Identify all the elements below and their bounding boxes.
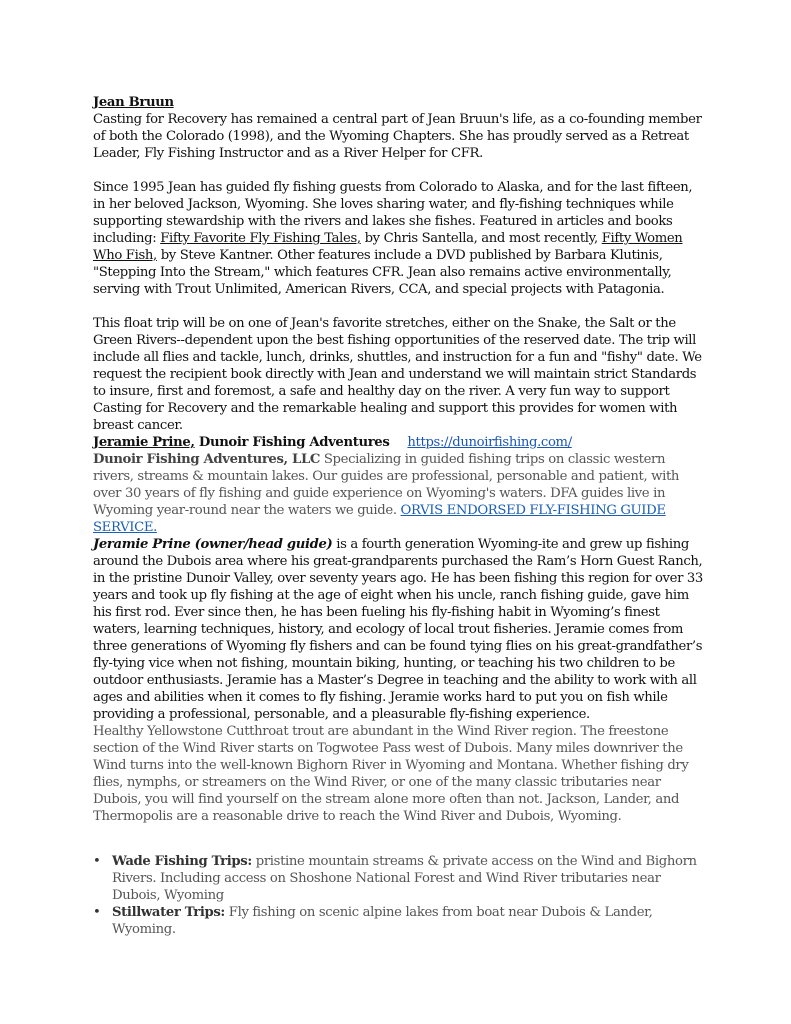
jeramie-bio-paragraph bbox=[93, 536, 703, 723]
book-title-fifty-favorite: Fifty Favorite Fly Fishing Tales, bbox=[160, 231, 361, 246]
section-heading-jean-bruun: Jean Bruun bbox=[93, 95, 174, 110]
company-description-text: Specializing in guided fishing trips on classic western rivers, streams & mountain lakes. Our guides are professional, personable and patient, with over 30 years of fly fishing and guide experience on Wyoming's waters. DFA guides live in Wyoming year-round near the waters we guide. bbox=[93, 452, 680, 518]
trip-list bbox=[93, 853, 703, 938]
website-link[interactable]: https://dunoirfishing.com/ bbox=[407, 435, 572, 450]
wind-river-paragraph: Healthy Yellowstone Cutthroat trout are abundant in the Wind River region. The freestone section of the Wind River starts on Togwotee Pass west of Dubois. Many miles downriver the Wind turns into the well-known Bighorn River in Wyoming and Montana. Whether fishing dry flies, nymphs, or streamers on the Wind River, or one of the many classic tributaries near Dubois, you will find yourself on the stream alone more often than not. Jackson, Lander, and Thermopolis are a reasonable drive to reach the Wind River and Dubois, Wyoming. bbox=[93, 724, 689, 824]
company-name: Dunoir Fishing Adventures bbox=[194, 435, 390, 450]
trip-text: pristine mountain streams & private access on the Wind and Bighorn Rivers. Including access on Shoshone National Forest and Wind River tributaries near Dubois, Wyoming bbox=[112, 854, 697, 903]
jean-career-paragraph bbox=[93, 179, 703, 298]
bio-text: is a fourth generation Wyoming-ite and grew up fishing around the Dubois area where his great-grandparents purchased the Ram’s Horn Guest Ranch, in the pristine Dunoir Valley, over seventy years ago. He has been fishing this region for over 33 years and took up fly fishing at the age of eight when his uncle, ranch fishing guide, gave him his first rod. Ever since then, he has been fueling his fly-fishing habit in Wyoming’s finest waters, learning techniques, history, and ecology of local trout fisheries. Jeramie comes from three generations of Wyoming fly fishers and can be found tying flies on his great-grandfather’s fly-tying vice when not fishing, mountain biking, hunting, or teaching his two children to be outdoor enthusiasts. Jeramie has a Master’s Degree in teaching and the ability to work with all ages and abilities when it comes to fly fishing. Jeramie works hard to put you on fish while providing a professional, personable, and a pleasurable fly-fishing experience. bbox=[93, 537, 703, 722]
jean-career-outro: by Steve Kantner. Other features include a DVD published by Barbara Klutinis, "Stepping Into the Stream," which features CFR. Jean also remains active environmentally, serving with Trout Unlimited, American Rivers, CCA, and special projects with Patagonia. bbox=[93, 248, 672, 297]
trip-label: Stillwater Trips: bbox=[112, 905, 225, 920]
spacer bbox=[93, 298, 703, 315]
list-item-stillwater bbox=[93, 904, 703, 938]
trip-label: Wade Fishing Trips: bbox=[112, 854, 252, 869]
company-description bbox=[93, 451, 703, 536]
company-legal-name: Dunoir Fishing Adventures, LLC bbox=[93, 452, 321, 467]
spacer bbox=[93, 162, 703, 179]
book-title-fifty-women: Fifty Women Who Fish, bbox=[93, 231, 683, 263]
guide-name: Jeramie Prine, bbox=[93, 435, 195, 450]
document-page bbox=[93, 94, 703, 938]
bio-lead: Jeramie Prine (owner/head guide) bbox=[93, 537, 333, 552]
jean-intro-paragraph: Casting for Recovery has remained a central part of Jean Bruun's life, as a co-founding member of both the Colorado (1998), and the Wyoming Chapters. She has proudly served as a Retreat Leader, Fly Fishing Instructor and as a River Helper for CFR. bbox=[93, 112, 702, 161]
list-item-wade-fishing bbox=[93, 853, 703, 904]
bullet-icon: • bbox=[93, 905, 101, 920]
jean-career-mid: by Chris Santella, and most recently, bbox=[360, 231, 602, 246]
bullet-icon: • bbox=[93, 854, 101, 869]
section-heading-jeramie-prine bbox=[93, 434, 703, 451]
trip-text: Fly fishing on scenic alpine lakes from boat near Dubois & Lander, Wyoming. bbox=[112, 905, 653, 937]
float-trip-paragraph: This float trip will be on one of Jean's favorite stretches, either on the Snake, the Salt or the Green Rivers--dependent upon the best fishing opportunities of the reserved date. The trip will include all flies and tackle, lunch, drinks, shuttles, and instruction for a fun and "fishy" date. We request the recipient book directly with Jean and understand we will maintain strict Standards to insure, first and foremost, a safe and healthy day on the river. A very fun way to support Casting for Recovery and the remarkable healing and support this provides for women with breast cancer. bbox=[93, 316, 702, 433]
jean-career-intro: Since 1995 Jean has guided fly fishing guests from Colorado to Alaska, and for the last fifteen, in her beloved Jackson, Wyoming. She loves sharing water, and fly-fishing techniques while supporting stewardship with the rivers and lakes she fishes. Featured in articles and books including: bbox=[93, 180, 693, 246]
orvis-endorsed-link[interactable]: ORVIS ENDORSED FLY-FISHING GUIDE SERVICE. bbox=[93, 503, 666, 535]
